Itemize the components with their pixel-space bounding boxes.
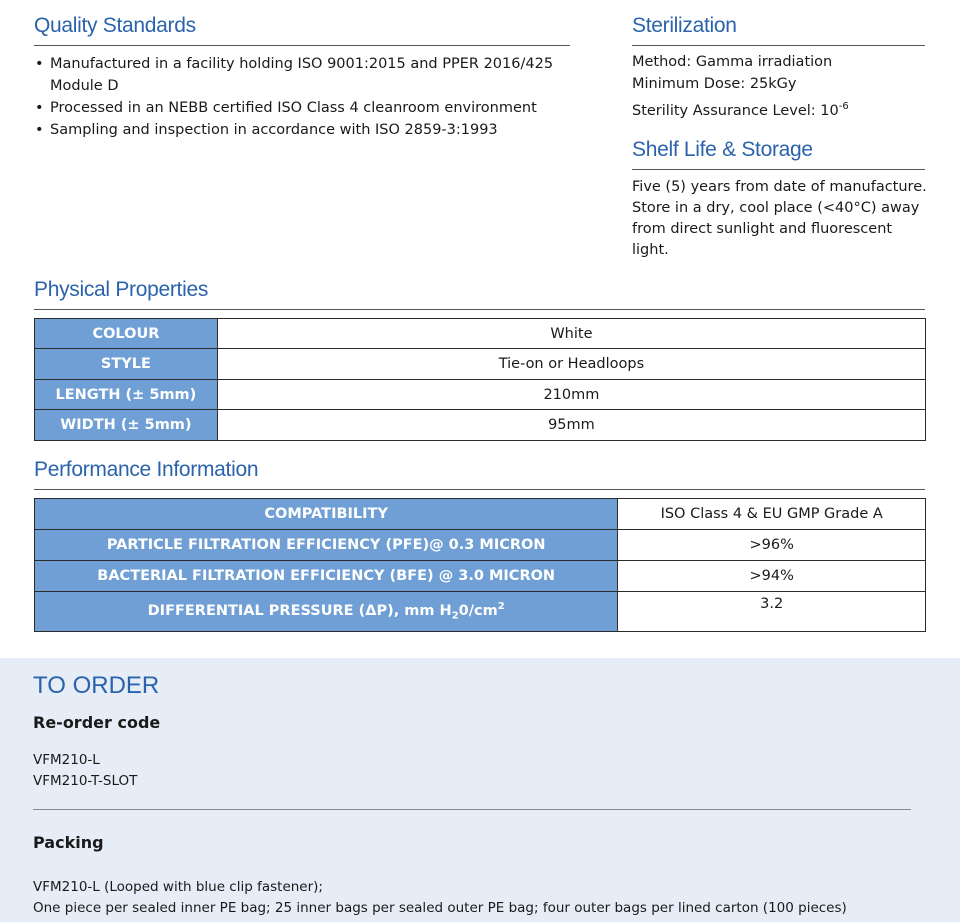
to-order-title: TO ORDER [33,672,160,699]
pressure-label-subscript: 2 [451,610,459,622]
table-row [35,380,926,410]
sal-label: Sterility Assurance Level: 10 [632,102,839,119]
order-divider [33,809,911,810]
pressure-label-unit: 0/cm [458,602,498,619]
table-row [35,349,926,380]
shelf-life-title: Shelf Life & Storage [632,138,813,161]
table-row [35,592,926,632]
packing-line: VFM210-L (Looped with blue clip fastener); [33,879,323,895]
list-item: • Processed in an NEBB certified ISO Class 4 cleanroom environment [34,97,574,119]
performance-label-compatibility: COMPATIBILITY [35,499,618,530]
performance-information-table [34,498,926,632]
quality-standards-list [34,53,574,141]
property-label-style: STYLE [35,349,218,380]
quality-standards-title: Quality Standards [34,14,196,37]
physical-properties-title: Physical Properties [34,278,209,301]
list-item: • Sampling and inspection in accordance with ISO 2859-3:1993 [34,119,574,141]
performance-label-pressure [35,592,618,632]
performance-value-compatibility: ISO Class 4 & EU GMP Grade A [618,499,926,530]
property-value-colour: White [217,319,925,349]
packing-heading: Packing [33,833,104,852]
performance-value-bfe: >94% [618,561,926,592]
pressure-label-superscript: 2 [497,601,505,613]
performance-value-pressure: 3.2 [618,592,926,632]
property-value-width: 95mm [217,410,925,441]
property-value-length: 210mm [217,380,925,410]
packing-line: One piece per sealed inner PE bag; 25 inner bags per sealed outer PE bag; four outer bags per lined carton (100 pieces) [33,900,847,916]
performance-information-divider [34,489,925,490]
sterilization-title: Sterilization [632,14,737,37]
performance-label-pfe: PARTICLE FILTRATION EFFICIENCY (PFE)@ 0.3 MICRON [35,530,618,561]
property-label-width: WIDTH (± 5mm) [35,410,218,441]
reorder-code-heading: Re-order code [33,713,161,732]
table-row [35,561,926,592]
pressure-label-main: DIFFERENTIAL PRESSURE (ΔP), mm H [147,602,452,619]
quality-standards-divider [34,45,570,46]
table-row [35,410,926,441]
physical-properties-table [34,318,926,441]
sterilization-divider [632,45,925,46]
sal-exponent: -6 [838,101,849,112]
table-row [35,530,926,561]
table-row [35,319,926,349]
performance-label-bfe: BACTERIAL FILTRATION EFFICIENCY (BFE) @ 3.0 MICRON [35,561,618,592]
table-row [35,499,926,530]
list-item: • Manufactured in a facility holding ISO 9001:2015 and PPER 2016/425 Module D [34,53,574,97]
property-value-style: Tie-on or Headloops [217,349,925,380]
reorder-code-item: VFM210-T-SLOT [33,773,138,789]
reorder-code-item: VFM210-L [33,752,100,768]
property-label-length: LENGTH (± 5mm) [35,380,218,410]
shelf-life-text: Five (5) years from date of manufacture. Store in a dry, cool place (<40°C) away from direct sunlight and fluorescent light. [632,179,927,258]
performance-information-title: Performance Information [34,458,259,481]
sterilization-dose: Minimum Dose: 25kGy [632,76,797,92]
property-label-colour: COLOUR [35,319,218,349]
performance-value-pfe: >96% [618,530,926,561]
sterilization-method: Method: Gamma irradiation [632,54,833,70]
shelf-life-divider [632,169,925,170]
sterility-assurance-level [632,101,849,119]
physical-properties-divider [34,309,925,310]
